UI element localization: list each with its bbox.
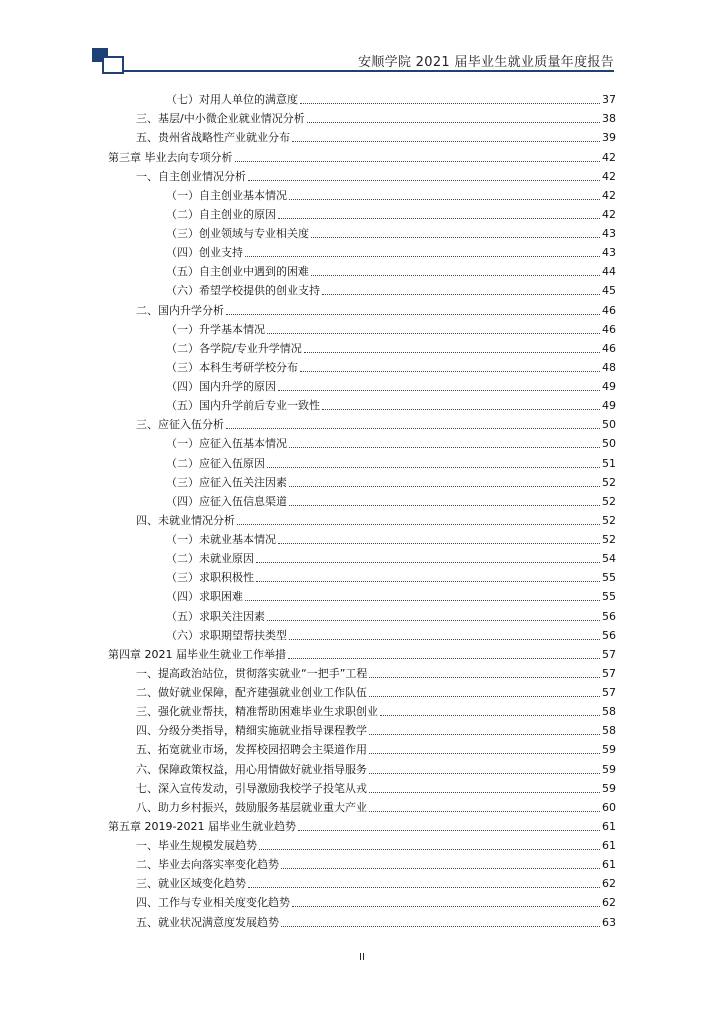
toc-leader-dots [289, 638, 600, 640]
toc-entry-title: （二）未就业原因 [166, 552, 254, 566]
toc-entry-title: 第三章 毕业去向专项分析 [108, 150, 233, 164]
toc-entry-page: 62 [602, 877, 616, 891]
toc-leader-dots [322, 408, 600, 410]
toc-entry[interactable] [108, 853, 616, 872]
toc-entry[interactable] [108, 681, 616, 700]
toc-entry-title: 五、拓宽就业市场，发挥校园招聘会主渠道作用 [136, 743, 367, 757]
toc-entry-page: 52 [602, 494, 616, 508]
toc-entry-page: 50 [602, 418, 616, 432]
toc-entry[interactable] [108, 700, 616, 719]
toc-entry-title: 七、深入宣传发动，引导激励我校学子投笔从戎 [136, 781, 367, 795]
toc-entry-title: （二）各学院/专业升学情况 [166, 341, 302, 355]
header-title: 安顺学院 2021 届毕业生就业质量年度报告 [358, 55, 614, 70]
toc-entry-title: （一）应征入伍基本情况 [166, 437, 287, 451]
toc-leader-dots [307, 121, 600, 123]
toc-entry-page: 46 [602, 303, 616, 317]
toc-leader-dots [278, 217, 600, 219]
toc-leader-dots [322, 293, 600, 295]
toc-leader-dots [245, 255, 600, 257]
toc-entry-title: 二、毕业去向落实率变化趋势 [136, 858, 279, 872]
toc-entry-title: 五、就业状况满意度发展趋势 [136, 915, 279, 929]
toc-entry-page: 52 [602, 475, 616, 489]
toc-entry[interactable] [108, 566, 616, 585]
toc-entry[interactable] [108, 891, 616, 910]
toc-entry-title: 五、贵州省战略性产业就业分布 [136, 131, 290, 145]
toc-leader-dots [300, 102, 600, 104]
toc-entry-title: （一）未就业基本情况 [166, 533, 276, 546]
toc-leader-dots [292, 905, 600, 907]
toc-entry-page: 43 [602, 246, 616, 260]
toc-entry-page: 56 [602, 609, 616, 623]
toc-leader-dots [226, 313, 600, 315]
toc-entry[interactable] [108, 643, 616, 662]
toc-entry-page: 48 [602, 360, 616, 374]
toc-entry-title: 第四章 2021 届毕业生就业工作举措 [108, 647, 286, 661]
toc-entry-title: （四）创业支持 [166, 246, 243, 260]
toc-entry[interactable] [108, 203, 616, 222]
toc-leader-dots [226, 427, 600, 429]
toc-entry[interactable] [108, 471, 616, 490]
toc-leader-dots [281, 867, 600, 869]
toc-entry-title: （七）对用人单位的满意度 [166, 93, 298, 107]
toc-leader-dots [289, 446, 600, 448]
toc-leader-dots [289, 485, 600, 487]
table-of-contents [108, 88, 616, 930]
toc-entry-title: （五）国内升学前后专业一致性 [166, 399, 320, 413]
toc-leader-dots [248, 179, 600, 181]
toc-entry-page: 58 [602, 724, 616, 738]
toc-entry[interactable] [108, 126, 616, 145]
toc-entry-page: 61 [602, 819, 616, 833]
toc-entry-page: 49 [602, 399, 616, 413]
toc-entry[interactable] [108, 528, 616, 547]
toc-entry-page: 52 [602, 513, 616, 527]
toc-entry-title: 四、分级分类指导，精细实施就业指导课程教学 [136, 724, 367, 738]
toc-leader-dots [281, 925, 600, 927]
toc-leader-dots [289, 198, 600, 200]
toc-entry[interactable] [108, 738, 616, 757]
toc-entry-title: 六、保障政策权益，用心用情做好就业指导服务 [136, 762, 367, 776]
toc-entry[interactable] [108, 394, 616, 413]
toc-entry[interactable] [108, 490, 616, 509]
toc-leader-dots [369, 791, 600, 793]
toc-entry-title: 第五章 2019-2021 届毕业生就业趋势 [108, 819, 296, 833]
toc-entry[interactable] [108, 757, 616, 776]
toc-leader-dots [245, 599, 600, 601]
toc-entry-page: 50 [602, 437, 616, 451]
toc-entry[interactable] [108, 604, 616, 623]
toc-entry-page: 57 [602, 686, 616, 699]
toc-entry[interactable] [108, 279, 616, 298]
toc-entry-title: 四、工作与专业相关度变化趋势 [136, 896, 290, 910]
toc-entry-page: 61 [602, 858, 616, 872]
toc-entry-page: 57 [602, 647, 616, 661]
toc-entry-title: （一）自主创业基本情况 [166, 188, 287, 202]
toc-entry-page: 59 [602, 743, 616, 757]
toc-leader-dots [267, 466, 600, 468]
toc-entry[interactable] [108, 910, 616, 929]
toc-entry[interactable] [108, 547, 616, 566]
toc-leader-dots [369, 676, 600, 678]
toc-entry[interactable] [108, 260, 616, 279]
toc-entry[interactable] [108, 184, 616, 203]
toc-entry-page: 61 [602, 839, 616, 852]
toc-entry-page: 42 [602, 188, 616, 202]
toc-entry-title: 三、应征入伍分析 [136, 418, 224, 432]
toc-entry-page: 43 [602, 227, 616, 240]
toc-leader-dots [248, 886, 600, 888]
toc-entry-title: 一、毕业生规模发展趋势 [136, 839, 257, 852]
toc-entry[interactable] [108, 375, 616, 394]
toc-leader-dots [256, 580, 600, 582]
toc-leader-dots [380, 714, 600, 716]
toc-entry-title: 二、国内升学分析 [136, 303, 224, 317]
toc-entry-title: 四、未就业情况分析 [136, 513, 235, 527]
toc-entry-page: 63 [602, 915, 616, 929]
toc-entry-page: 46 [602, 341, 616, 355]
toc-leader-dots [304, 351, 600, 353]
toc-entry-page: 59 [602, 762, 616, 776]
toc-entry-title: （三）创业领域与专业相关度 [166, 227, 309, 240]
toc-entry[interactable] [108, 796, 616, 815]
toc-entry[interactable] [108, 509, 616, 528]
toc-leader-dots [259, 848, 600, 850]
toc-leader-dots [298, 829, 600, 831]
toc-leader-dots [288, 657, 600, 659]
toc-entry[interactable] [108, 719, 616, 738]
toc-leader-dots [369, 810, 600, 812]
toc-entry-title: （四）国内升学的原因 [166, 380, 276, 393]
toc-entry-page: 52 [602, 533, 616, 546]
toc-entry-page: 58 [602, 705, 616, 719]
toc-entry-title: （三）求职积极性 [166, 571, 254, 585]
toc-entry[interactable] [108, 777, 616, 796]
toc-leader-dots [292, 140, 600, 142]
toc-entry[interactable] [108, 585, 616, 604]
toc-entry-page: 57 [602, 666, 616, 680]
toc-entry-page: 39 [602, 131, 616, 145]
toc-entry-page: 42 [602, 150, 616, 164]
toc-entry-title: （六）求职期望帮扶类型 [166, 628, 287, 642]
toc-entry[interactable] [108, 145, 616, 164]
toc-entry[interactable] [108, 356, 616, 375]
toc-entry-title: （四）求职困难 [166, 590, 243, 604]
logo-square-outline [102, 56, 124, 74]
toc-entry[interactable] [108, 413, 616, 432]
toc-entry[interactable] [108, 298, 616, 317]
toc-leader-dots [369, 752, 600, 754]
toc-entry[interactable] [108, 872, 616, 891]
toc-leader-dots [278, 389, 600, 391]
toc-leader-dots [235, 160, 601, 162]
toc-leader-dots [300, 370, 600, 372]
toc-leader-dots [369, 695, 600, 697]
toc-entry-page: 37 [602, 93, 616, 107]
toc-entry[interactable] [108, 88, 616, 107]
toc-entry-title: （三）本科生考研学校分布 [166, 360, 298, 374]
header-rule [124, 70, 614, 72]
toc-leader-dots [369, 733, 600, 735]
toc-entry-title: （三）应征入伍关注因素 [166, 475, 287, 489]
toc-entry-title: （二）应征入伍原因 [166, 456, 265, 470]
toc-entry-page: 62 [602, 896, 616, 910]
toc-entry-title: 八、助力乡村振兴，鼓励服务基层就业重大产业 [136, 800, 367, 814]
page-number: II [359, 952, 365, 963]
toc-entry-title: （五）求职关注因素 [166, 609, 265, 623]
toc-entry-page: 60 [602, 800, 616, 814]
toc-entry-title: 三、就业区域变化趋势 [136, 877, 246, 891]
toc-entry-title: 三、强化就业帮扶，精准帮助困难毕业生求职创业 [136, 705, 378, 719]
toc-leader-dots [289, 504, 600, 506]
toc-leader-dots [267, 332, 600, 334]
toc-leader-dots [369, 772, 600, 774]
toc-entry[interactable] [108, 662, 616, 681]
toc-leader-dots [311, 274, 600, 276]
toc-entry-title: （二）自主创业的原因 [166, 207, 276, 221]
toc-entry-title: （一）升学基本情况 [166, 322, 265, 336]
header-logo-mark [92, 48, 126, 78]
toc-entry-page: 56 [602, 628, 616, 642]
toc-entry-page: 42 [602, 169, 616, 183]
toc-entry-page: 42 [602, 207, 616, 221]
toc-leader-dots [267, 619, 600, 621]
toc-entry-page: 55 [602, 571, 616, 585]
toc-entry-page: 49 [602, 380, 616, 393]
toc-entry-title: 一、自主创业情况分析 [136, 169, 246, 183]
toc-entry[interactable] [108, 815, 616, 834]
toc-entry-page: 44 [602, 265, 616, 279]
toc-entry-page: 54 [602, 552, 616, 566]
toc-leader-dots [237, 523, 600, 525]
toc-entry-page: 59 [602, 781, 616, 795]
toc-entry-page: 46 [602, 322, 616, 336]
toc-entry[interactable] [108, 432, 616, 451]
toc-entry[interactable] [108, 107, 616, 126]
toc-entry[interactable] [108, 624, 616, 643]
toc-entry-page: 38 [602, 112, 616, 126]
toc-leader-dots [256, 561, 600, 563]
toc-entry-page: 51 [602, 456, 616, 470]
toc-entry-title: （五）自主创业中遇到的困难 [166, 265, 309, 279]
toc-entry-title: （六）希望学校提供的创业支持 [166, 284, 320, 298]
toc-entry-page: 55 [602, 590, 616, 604]
toc-entry-title: （四）应征入伍信息渠道 [166, 494, 287, 508]
toc-entry[interactable] [108, 337, 616, 356]
toc-entry[interactable] [108, 318, 616, 337]
toc-entry[interactable] [108, 222, 616, 241]
toc-entry-title: 三、基层/中小微企业就业情况分析 [136, 112, 305, 126]
toc-entry-page: 45 [602, 284, 616, 298]
toc-entry-title: 二、做好就业保障，配齐建强就业创业工作队伍 [136, 686, 367, 699]
toc-entry[interactable] [108, 451, 616, 470]
toc-leader-dots [278, 542, 600, 544]
toc-entry[interactable] [108, 165, 616, 184]
toc-leader-dots [311, 236, 600, 238]
toc-entry[interactable] [108, 241, 616, 260]
toc-entry[interactable] [108, 834, 616, 853]
toc-entry-title: 一、提高政治站位，贯彻落实就业“一把手”工程 [136, 666, 368, 680]
